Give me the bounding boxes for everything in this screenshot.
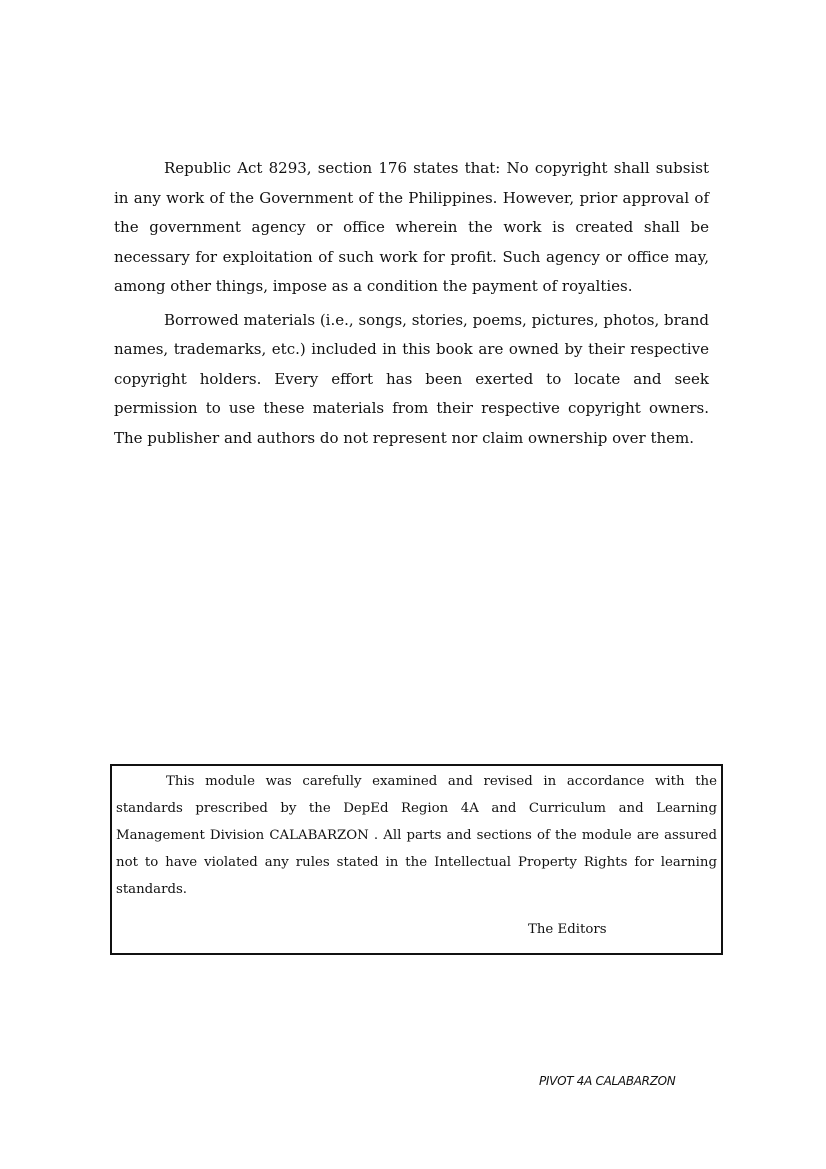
review-statement-text: This module was carefully examined and revised in accordance with the standards prescribed by the DepEd Region 4A and Curriculum and Learning Management Division CALABARZON . All parts and sections of the module are assured not to have violated any rules stated in the Intellectual Property Rights for learning standards.	[116, 774, 717, 897]
editors-signature: The Editors	[528, 922, 607, 937]
borrowed-materials-paragraph: Borrowed materials (i.e., songs, stories, poems, pictures, photos, brand names, trademarks, etc.) included in this book are owned by their respective copyright holders. Every effort has been exerted to locate and seek permission to use these materials from their respective copyright owners. The publisher and authors do not represent nor claim ownership over them.	[114, 310, 709, 447]
review-statement-box	[110, 764, 723, 955]
copyright-notice	[114, 154, 709, 457]
page-footer: PIVOT 4A CALABARZON	[539, 1074, 676, 1088]
copyright-paragraph: Republic Act 8293, section 176 states that: No copyright shall subsist in any work of the Government of the Philippines. However, prior approval of the government agency or office wherein the work is created shall be necessary for exploitation of such work for profit. Such agency or office may, among other things, impose as a condition the payment of royalties.	[114, 159, 709, 295]
